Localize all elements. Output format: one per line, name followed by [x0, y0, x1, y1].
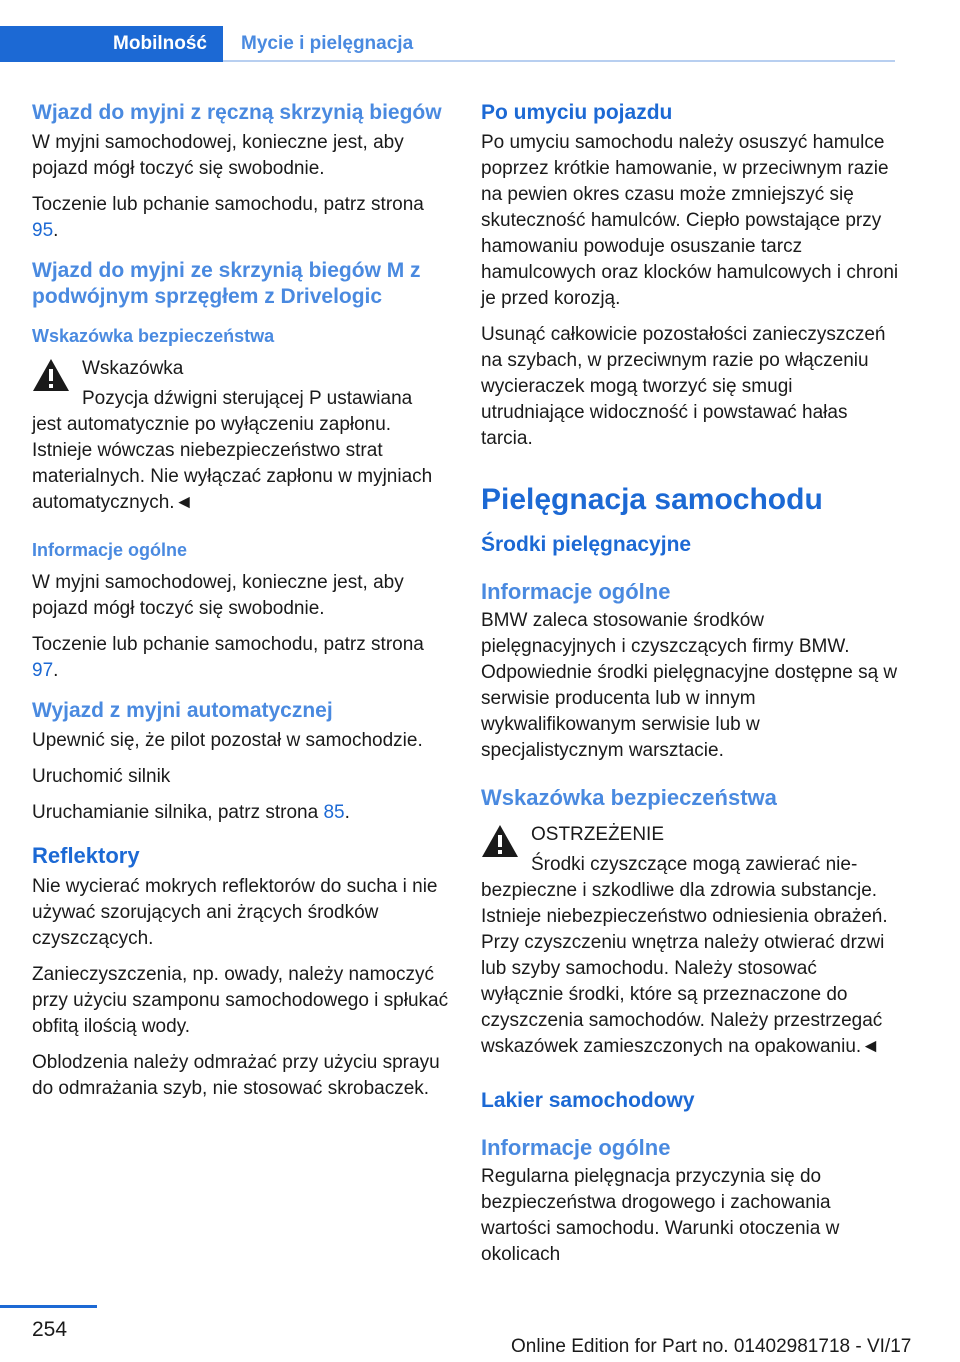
subsection-title-informacje: Informacje ogólne: [32, 540, 188, 560]
paragraph: Oblodzenia należy odmrażać przy użyciu sprayu do odmrażania szyb, nie stosować skrobaczek.: [32, 1052, 440, 1099]
paragraph: Upewnić się, że pilot pozostał w samochodzie.: [32, 730, 423, 751]
paragraph: BMW zaleca stosowanie środków pielęgnacyjnych i czyszczących firmy BMW. Odpowiednie środki pielęgnacyjne dostępne są w serwisie producenta lub w innym wykwalifikowanym serwisie lub w specjalistycznym warsztacie.: [481, 610, 898, 761]
warning-text-first: Pozycja dźwigni sterującej P ustawiana: [82, 388, 413, 409]
paragraph: Toczenie lub pchanie samochodu, patrz strona 97.: [32, 634, 424, 681]
paragraph: W myjni samochodowej, konieczne jest, aby pojazd mógł toczyć się swobodnie.: [32, 132, 404, 179]
subsection-title-informacje: Informacje ogólne: [481, 1135, 671, 1160]
tab-mycie-i-pielegnacja[interactable]: Mycie i pielęgnacja: [241, 33, 414, 54]
warning-title: Wskazówka: [82, 358, 184, 379]
warning-text: jest automatycznie po wyłączeniu zapłonu. Istnieje wówczas niebezpieczeństwo strat materialnych. Nie wyłączać zapłonu w myjniach automatycznych.◄: [32, 414, 433, 513]
paragraph-text: Toczenie lub pchanie samochodu, patrz strona: [32, 194, 424, 215]
warning-triangle-icon: [32, 358, 70, 392]
section-title-srodki: Środki pielęgnacyjne: [481, 533, 692, 556]
section-title-wyjazd: Wyjazd z myjni automatycznej: [32, 699, 333, 722]
paragraph: Zanieczyszczenia, np. owady, należy namoczyć przy użyciu szamponu samochodowego i spłukać obfitą ilością wody.: [32, 964, 449, 1037]
warning-block: [32, 356, 452, 516]
warning-block: [481, 822, 901, 1060]
paragraph: Uruchamianie silnika, patrz strona 85.: [32, 802, 350, 823]
paragraph: Regularna pielęgnacja przyczynia się do bezpieczeństwa drogowego i zachowania wartości samochodu. Warunki otoczenia w okolicach: [481, 1166, 840, 1265]
page-link-95[interactable]: 95: [32, 220, 54, 241]
paragraph: Toczenie lub pchanie samochodu, patrz strona 95.: [32, 194, 424, 241]
warning-triangle-icon: [481, 824, 519, 858]
warning-text-first: Środki czyszczące mogą zawierać nie-: [531, 854, 858, 875]
section-title-po-umyciu: Po umyciu pojazdu: [481, 101, 673, 124]
right-column: [481, 100, 901, 1278]
section-title-drivelogic: Wjazd do myjni ze skrzynią biegów M z podwójnym sprzęgłem z Drivelogic: [32, 259, 421, 308]
header-divider: [223, 60, 895, 62]
subsection-title-informacje: Informacje ogólne: [481, 579, 671, 604]
page-link-85[interactable]: 85: [323, 802, 345, 823]
paragraph-text: Toczenie lub pchanie samochodu, patrz strona: [32, 634, 424, 655]
subsection-title-bezpieczenstwo: Wskazówka bezpieczeństwa: [481, 785, 777, 810]
edition-note: Online Edition for Part no. 01402981718 - VI/17: [511, 1336, 912, 1357]
tab-mobilnosc[interactable]: Mobilność: [0, 26, 223, 62]
section-title-reczna-skrzynia: Wjazd do myjni z ręczną skrzynią biegów: [32, 101, 442, 124]
page-number: 254: [32, 1318, 68, 1341]
paragraph: Uruchomić silnik: [32, 766, 171, 787]
paragraph: Usunąć całkowicie pozostałości zanieczyszczeń na szybach, w przeciwnym razie po włączeniu wycieraczek mogą tworzyć się smugi utrudniające widoczność i powstawać hałas tarcia.: [481, 324, 886, 449]
page-link-97[interactable]: 97: [32, 660, 54, 681]
section-title-lakier: Lakier samochodowy: [481, 1089, 695, 1112]
footer-divider: [0, 1305, 97, 1308]
paragraph: Po umyciu samochodu należy osuszyć hamulce poprzez krótkie hamowanie, w przeciwnym razie na pewien okres czasu może zmniejszyć się skuteczność hamulców. Ciepło powstające przy hamowaniu powoduje osuszanie tarcz hamulcowych oraz klocków hamulcowych i chroni je przed korozją.: [481, 132, 899, 309]
paragraph: Nie wycierać mokrych reflektorów do sucha i nie używać szorujących ani żrących środków czyszczących.: [32, 876, 438, 949]
paragraph: W myjni samochodowej, konieczne jest, aby pojazd mógł toczyć się swobodnie.: [32, 572, 404, 619]
chapter-title-pielegnacja: Pielęgnacja samochodu: [481, 483, 823, 516]
warning-text: bezpieczne i szkodliwe dla zdrowia substancje. Istnieje niebezpieczeństwo odniesienia obrażeń. Przy czyszczeniu wnętrza należy otwierać drzwi lub szyby samochodu. Należy stosować wyłącznie środki, które są przeznaczone do czyszczenia samochodów. Należy przestrzegać wskazówek zamieszczonych na opakowaniu.◄: [481, 880, 888, 1057]
left-column: [32, 100, 452, 1112]
subsection-title-bezpieczenstwo: Wskazówka bezpieczeństwa: [32, 326, 275, 346]
page-header: [0, 26, 895, 62]
paragraph-text: Uruchamianie silnika, patrz strona: [32, 802, 324, 823]
warning-title: OSTRZEŻENIE: [531, 824, 665, 845]
section-title-reflektory: Reflektory: [32, 843, 140, 868]
